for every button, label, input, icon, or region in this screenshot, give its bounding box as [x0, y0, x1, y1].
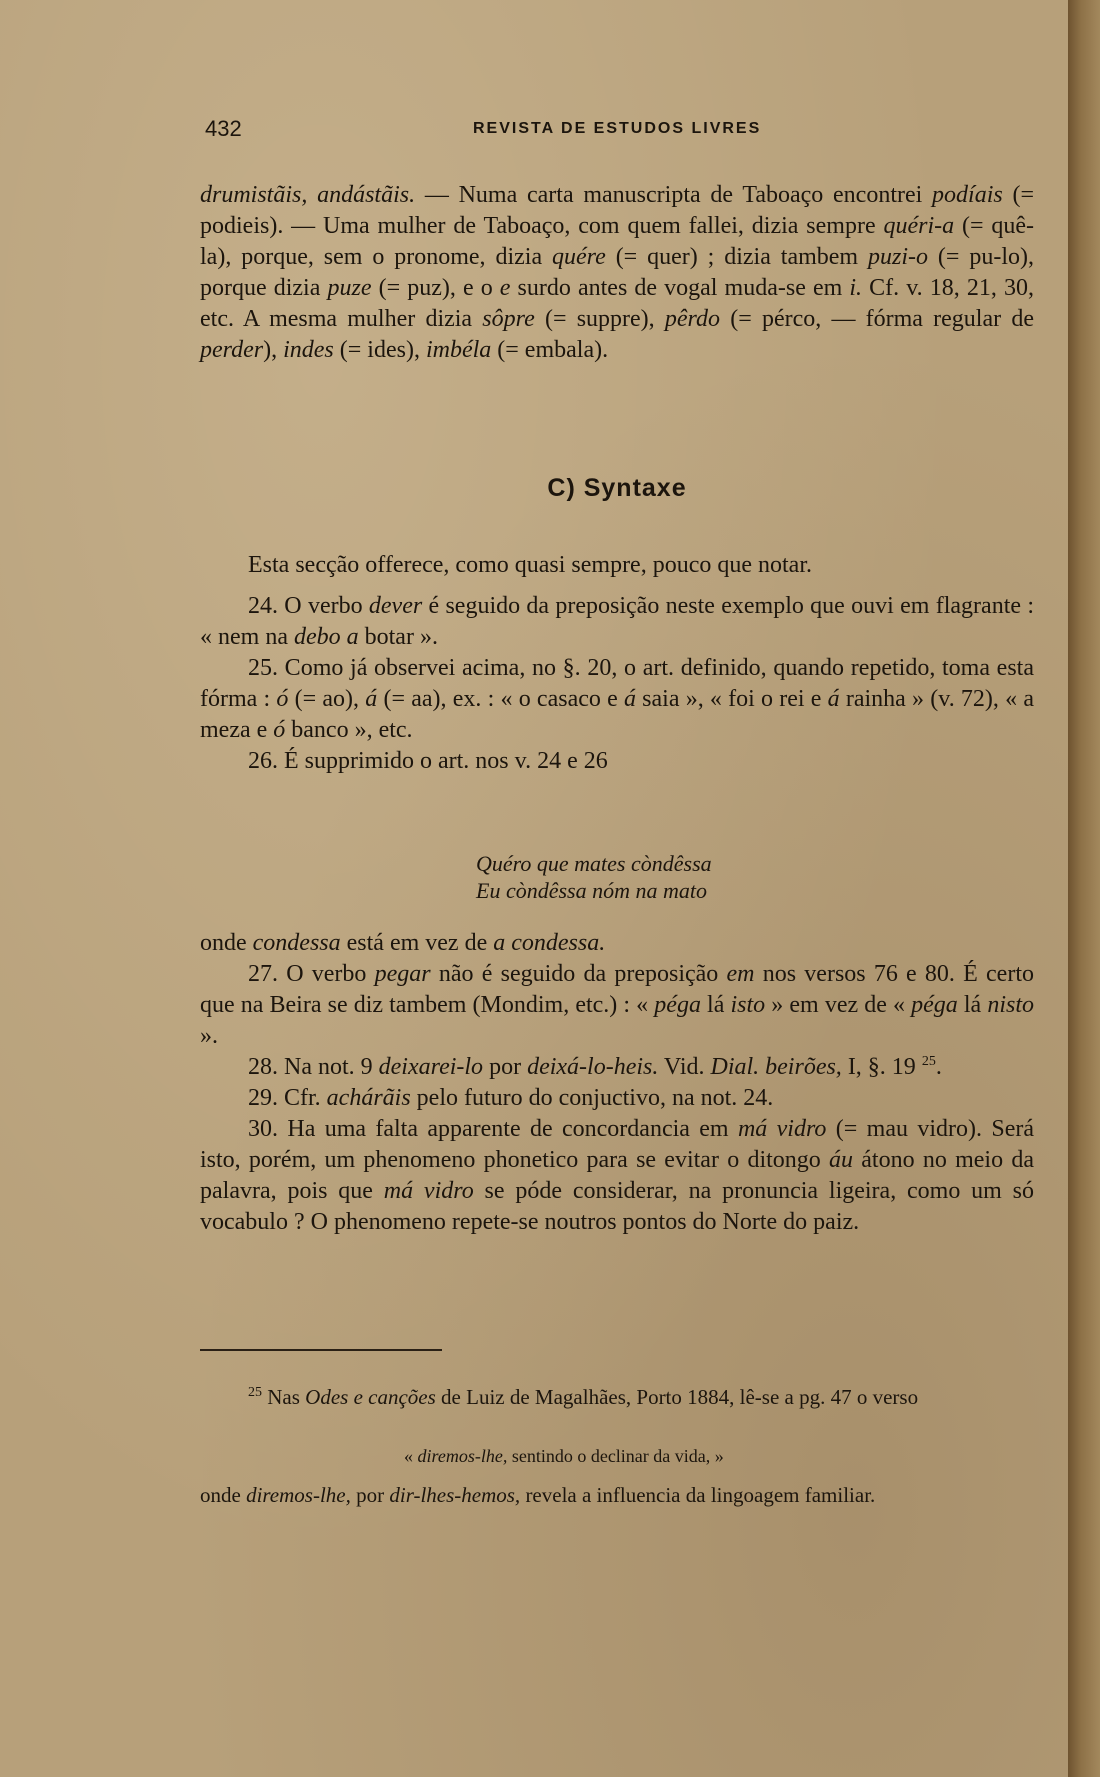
italic-term: drumistãis, andástãis.	[200, 182, 416, 208]
items-continued	[200, 928, 1034, 1238]
italic-term: dir-lhes-hemos,	[389, 1483, 521, 1507]
text-run: onde	[200, 930, 253, 956]
verse-line: Quéro que mates còndêssa	[476, 851, 712, 876]
text-run: átono no meio da palavra, pois que	[200, 1147, 1034, 1204]
text-run: lá	[700, 992, 731, 1018]
italic-term: áu	[829, 1147, 854, 1173]
footnote-end	[200, 1482, 1034, 1508]
paragraph-phonetics	[200, 180, 1034, 366]
text-run: botar ».	[358, 624, 438, 650]
item-29	[200, 1083, 1034, 1114]
text-run: 29. Cfr.	[248, 1085, 327, 1111]
italic-term: deixá-lo-heis.	[527, 1054, 659, 1080]
page-edge	[1068, 0, 1100, 1777]
text-run: não é seguido da preposição	[430, 961, 727, 987]
text-run: de Luiz de Magalhães, Porto 1884, lê-se a pg. 47 o verso	[435, 1385, 919, 1409]
item-26: 26. É supprimido o art. nos v. 24 e 26	[248, 748, 608, 774]
italic-term: má vidro	[737, 1116, 827, 1142]
text-run: (= embala).	[491, 337, 609, 363]
text-run: » em vez de «	[765, 992, 912, 1018]
text-run: 27. O verbo	[248, 961, 375, 987]
italic-term: em	[726, 961, 755, 987]
text-run: (= pérco, — fórma regular de	[720, 306, 1034, 332]
text-run: surdo antes de vogal muda-se em	[510, 275, 850, 301]
italic-term: diremos-lhe,	[417, 1446, 508, 1466]
text-run: (= podieis). — Uma mulher de Taboaço, com quem fallei, dizia sempre	[200, 182, 1035, 239]
text-run: (= quer) ; dizia tambem	[605, 244, 868, 270]
text-run: (= suppre),	[534, 306, 665, 332]
text-run: Vid.	[658, 1054, 711, 1080]
italic-term: debo a	[293, 624, 359, 650]
italic-term: indes	[283, 337, 334, 363]
italic-term: má vidro	[383, 1178, 474, 1204]
text-run: nos versos 76 e 80. É certo que na Beira se diz tambem (Mondim, etc.) : «	[200, 961, 1034, 1018]
item-30	[200, 1114, 1034, 1238]
item-28	[200, 1052, 1034, 1083]
italic-term: dever	[368, 593, 423, 619]
italic-term: podíais	[932, 182, 1003, 208]
syntax-body	[200, 550, 1034, 777]
italic-term: diremos-lhe,	[246, 1483, 351, 1507]
text-run: Nas	[262, 1385, 306, 1409]
running-title: REVISTA DE ESTUDOS LIVRES	[473, 120, 762, 137]
footnote-rule	[200, 1349, 442, 1351]
italic-term: á	[827, 686, 840, 712]
text-run: por	[483, 1054, 528, 1080]
text-run: (= ides),	[333, 337, 426, 363]
italic-term: á	[365, 686, 378, 712]
text-run: ».	[200, 1023, 218, 1049]
item-24	[200, 591, 1034, 653]
italic-term: sôpre	[482, 306, 535, 332]
italic-term: perder	[200, 337, 264, 363]
text-run: (= quê-la), porque, sem o pronome, dizia	[200, 213, 1034, 270]
footnote-quote	[404, 1443, 1034, 1469]
text-run: saia », « foi o rei e	[635, 686, 828, 712]
footnote	[200, 1384, 1034, 1410]
item-27	[200, 959, 1034, 1052]
italic-term: puzi-o	[868, 244, 928, 270]
italic-term: ó	[276, 686, 289, 712]
italic-term: condessa	[252, 930, 341, 956]
italic-term: imbéla	[425, 337, 492, 363]
text-run: lá	[957, 992, 988, 1018]
text-run: (= mau vidro). Será isto, porém, um phenomeno phonetico para se evitar o ditongo	[200, 1116, 1034, 1173]
text-run: pelo futuro do conjuctivo, na not. 24.	[410, 1085, 774, 1111]
text-run: por	[350, 1483, 390, 1507]
footnote-ref[interactable]: 25	[921, 1054, 936, 1069]
text-run: se póde considerar, na pronuncia ligeira, como um só vocabulo ? O phenomeno repete-se noutros pontos do Norte do paiz.	[200, 1178, 1035, 1235]
text-run: (= aa), ex. : « o casaco e	[377, 686, 624, 712]
after-verse	[200, 928, 1034, 959]
text-run: sentindo o declinar da vida, »	[507, 1446, 724, 1466]
text-run: (= puz), e o	[371, 275, 500, 301]
text-run: (= pu-lo), porque dizia	[200, 244, 1034, 301]
italic-term: á	[623, 686, 636, 712]
italic-term: Odes e canções	[305, 1385, 436, 1409]
page-header	[205, 116, 1035, 146]
text-run: (= ao),	[288, 686, 366, 712]
italic-term: achárãis	[326, 1085, 411, 1111]
section-intro: Esta secção offerece, como quasi sempre, pouco que notar.	[248, 552, 812, 578]
verse-line: Eu còndêssa nóm na mato	[476, 878, 707, 903]
italic-term: quéri-a	[883, 213, 955, 239]
text-run: I, §. 19	[841, 1054, 922, 1080]
text-run: .	[935, 1054, 942, 1080]
text-run: 24. O verbo	[248, 593, 369, 619]
italic-term: pegar	[374, 961, 431, 987]
italic-term: pêrdo	[664, 306, 720, 332]
italic-term: i.	[849, 275, 863, 301]
text-run: «	[404, 1446, 418, 1466]
text-run: é seguido da preposição neste exemplo que ouvi em flagrante : « nem na	[200, 593, 1034, 650]
text-run: banco », etc.	[285, 717, 413, 743]
italic-term: deixarei-lo	[378, 1054, 484, 1080]
italic-term: isto	[730, 992, 766, 1018]
item-25	[200, 653, 1034, 746]
italic-term: nisto	[987, 992, 1035, 1018]
italic-term: péga	[911, 992, 958, 1018]
text-run: 30. Ha uma falta apparente de concordancia em	[248, 1116, 738, 1142]
text-run: ),	[263, 337, 284, 363]
text-run: onde	[200, 1483, 247, 1507]
footnote-number: 25	[248, 1385, 262, 1400]
italic-term: quére	[552, 244, 606, 270]
text-run: 28. Na not. 9	[248, 1054, 379, 1080]
section-heading: C) Syntaxe	[547, 474, 687, 502]
text-run: revela a influencia da lingoagem familiar.	[520, 1483, 876, 1507]
italic-term: a condessa.	[493, 930, 606, 956]
verse-quote	[476, 850, 712, 904]
text-run: Cf. v. 18, 21, 30, etc. A mesma mulher dizia	[200, 275, 1034, 332]
italic-term: ó	[273, 717, 286, 743]
text-run: está em vez de	[340, 930, 494, 956]
text-run: — Numa carta manuscripta de Taboaço encontrei	[415, 182, 933, 208]
italic-term: puze	[327, 275, 372, 301]
page-number: 432	[205, 116, 242, 141]
italic-term: e	[499, 275, 511, 301]
text-run: rainha » (v. 72), « a meza e	[200, 686, 1035, 743]
italic-term: péga	[654, 992, 701, 1018]
italic-term: Dial. beirões,	[710, 1054, 842, 1080]
text-run: 25. Como já observei acima, no §. 20, o art. definido, quando repetido, toma esta fórma :	[200, 655, 1034, 712]
